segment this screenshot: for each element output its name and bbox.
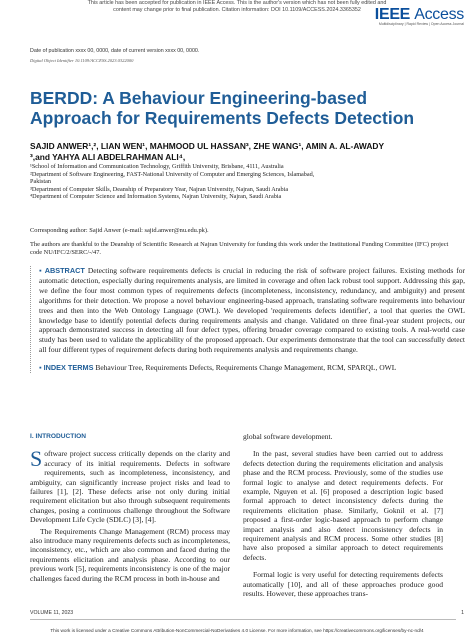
abstract-text: Detecting software requirements defects is crucial in reducing the risk of software project failures. Existing methods for automatic detection, especially during requirements analysis, are limited in coverage and often lack robust tool support. Addressing this gap, we define the four most common types of requirements defects (incompleteness, inconsistency, redundancy, and ambiguity) and present algorithms for their detection. We propose a novel behaviour engineering-based approach, translating software requirements into behaviour trees and then into the Web Ontology Language (OWL). We developed 'requirements defects identifier', a tool that queries the OWL knowledge base to identify potential defects during requirements analysis and change. Validated on three final-year student projects, our approach demonstrated success in detecting all four defect types, offering broader coverage compared to existing tools. A real-world case study has been used to validate the applicability of the proposed approach. Our experiments demonstrate that the tool can successfully detect all four different types of requirement defects during both requirements analysis and requirements change. <box>39 266 466 355</box>
top-notice-line2: content may change prior to final publication. Citation information: DOI 10.1109/ACCESS.2024.3365352 <box>113 7 361 13</box>
footer-volume: VOLUME 11, 2023 <box>30 610 74 616</box>
affiliation-2: ²Department of Software Engineering, FAST-National University of Computer and Emerging Sciences, Islamabad, <box>30 170 315 178</box>
right-column <box>243 432 443 599</box>
authors-line-2: ³,and YAHYA ALI ABDELRAHMAN ALI⁴, <box>30 151 186 162</box>
footer-license: This work is licensed under a Creative Commons Attribution-NonCommercial-NoDerivatives 4.0 License. For more information, see https://creativecommons.org/licenses/by-nc-nd/4 <box>50 628 424 633</box>
intro-paragraph-continued: global software development. <box>243 432 333 441</box>
index-terms-label-text: INDEX TERMS <box>43 363 94 373</box>
logo-brand-bold: IEEE <box>374 6 411 23</box>
authors-line-1: SAJID ANWER¹,², LIAN WEN¹, MAHMOOD UL HASSAN³, ZHE WANG¹, AMIN A. AL-AWADY <box>30 141 385 151</box>
corresponding-author: Corresponding author: Sajid Anwer (e-mail: sajid.anwer@nu.edu.pk). <box>30 227 209 234</box>
publication-date: Date of publication xxxx 00, 0000, date of current version xxxx 00, 0000. <box>30 48 200 54</box>
abstract-paragraph <box>39 266 465 355</box>
funding-statement: The authors are thankful to the Deanship of Scientific Research at Najran University for funding this work under the Institutional Funding Committee (IFC) project code NU/IFC/2/SERC/-/47. <box>30 241 449 257</box>
affiliation-2-cont: Pakistan <box>30 178 51 185</box>
left-column <box>30 432 230 583</box>
section-heading-introduction: I. INTRODUCTION <box>30 433 87 440</box>
title-line-1: BERDD: A Behaviour Engineering-based <box>30 88 368 108</box>
intro-paragraph-1 <box>30 446 230 525</box>
top-notice-line1: This article has been accepted for publication in IEEE Access. This is the author's version which has not been fully edited and <box>87 0 387 6</box>
intro-paragraph-3: In the past, several studies have been carried out to address defects detection during the requirements elicitation and analysis phase and the RCM process. Previously, some of the studies use formal logic to analyse and detect requirements defects. For example, Nguyen et al. [6] proposed a description logic based formal approach to detect inconsistency defects during the requirements elicitation phase. Similarly, Goknil et al. [7] proposed a first-order logic-based approach to perform change impact analysis and also detect inconsistency defects in requirement analysis and RCM process. Some other studies [8] have also proposed a similar approach to detect requirements defects. <box>243 449 443 562</box>
affiliations <box>30 163 460 201</box>
logo-brand-light: Access <box>414 6 464 23</box>
index-terms-paragraph <box>39 363 465 373</box>
ieee-access-logo <box>375 6 464 26</box>
index-terms-label <box>39 363 93 372</box>
affiliation-4: ⁴Department of Computer Science and Information Systems, Najran University, Najran, Saudi Arabia <box>30 193 282 200</box>
footer-divider <box>30 619 456 620</box>
abstract-label-text: ABSTRACT <box>44 266 85 275</box>
title-line-2: Approach for Requirements Defects Detection <box>30 108 415 128</box>
abstract-section <box>30 266 465 373</box>
paper-title <box>30 88 450 128</box>
logo-tagline: Multidisciplinary | Rapid Review | Open Access Journal <box>378 22 464 26</box>
footer-page-number: 1 <box>461 610 464 616</box>
affiliation-1: ¹School of Information and Communication Technology, Griffith University, Brisbane, 4111, Australia <box>30 163 284 170</box>
author-list <box>30 141 450 162</box>
doi-identifier: Digital Object Identifier 10.1109/ACCESS.2023.0322000 <box>30 58 134 63</box>
index-terms-text: Behaviour Tree, Requirements Defects, Requirements Change Management, RCM, SPARQL, OWL <box>95 363 397 373</box>
index-terms-bullet-icon: ▪ <box>39 363 42 373</box>
abstract-label <box>39 266 85 275</box>
affiliation-3: ³Department of Computer Skills, Deanship of Preparatory Year, Najran University, Najran, Saudi Arabia <box>30 185 289 193</box>
intro-paragraph-1-text: oftware project success critically depends on the clarity and accuracy of its initial requirements. Defects in software requirements, such as incompleteness, inconsistency, and ambiguity, can significantly increase project risks and lead to failures [1], [2]. These defects arise not only during initial requirement elicitation but also through subsequent requirements changes, posing a continuous challenge throughout the Software Development Life Cycle (SDLC) [3], [4]. <box>30 449 230 525</box>
intro-paragraph-2: The Requirements Change Management (RCM) process may also introduce many requirements defects such as incompleteness, inconsistency, etc., which are also common and faced during the requirements elicitation and analysis phase. According to our previous work [5], requirements inconsistency is one of the major challenges faced during the RCM process in both in-house and <box>30 526 230 583</box>
intro-paragraph-4: Formal logic is very useful for detecting requirements defects automatically [10], and all of these approaches produce good results. However, these approaches trans- <box>243 570 443 599</box>
abstract-bullet-icon: ▪ <box>39 266 43 275</box>
drop-cap-letter: S <box>30 446 43 472</box>
